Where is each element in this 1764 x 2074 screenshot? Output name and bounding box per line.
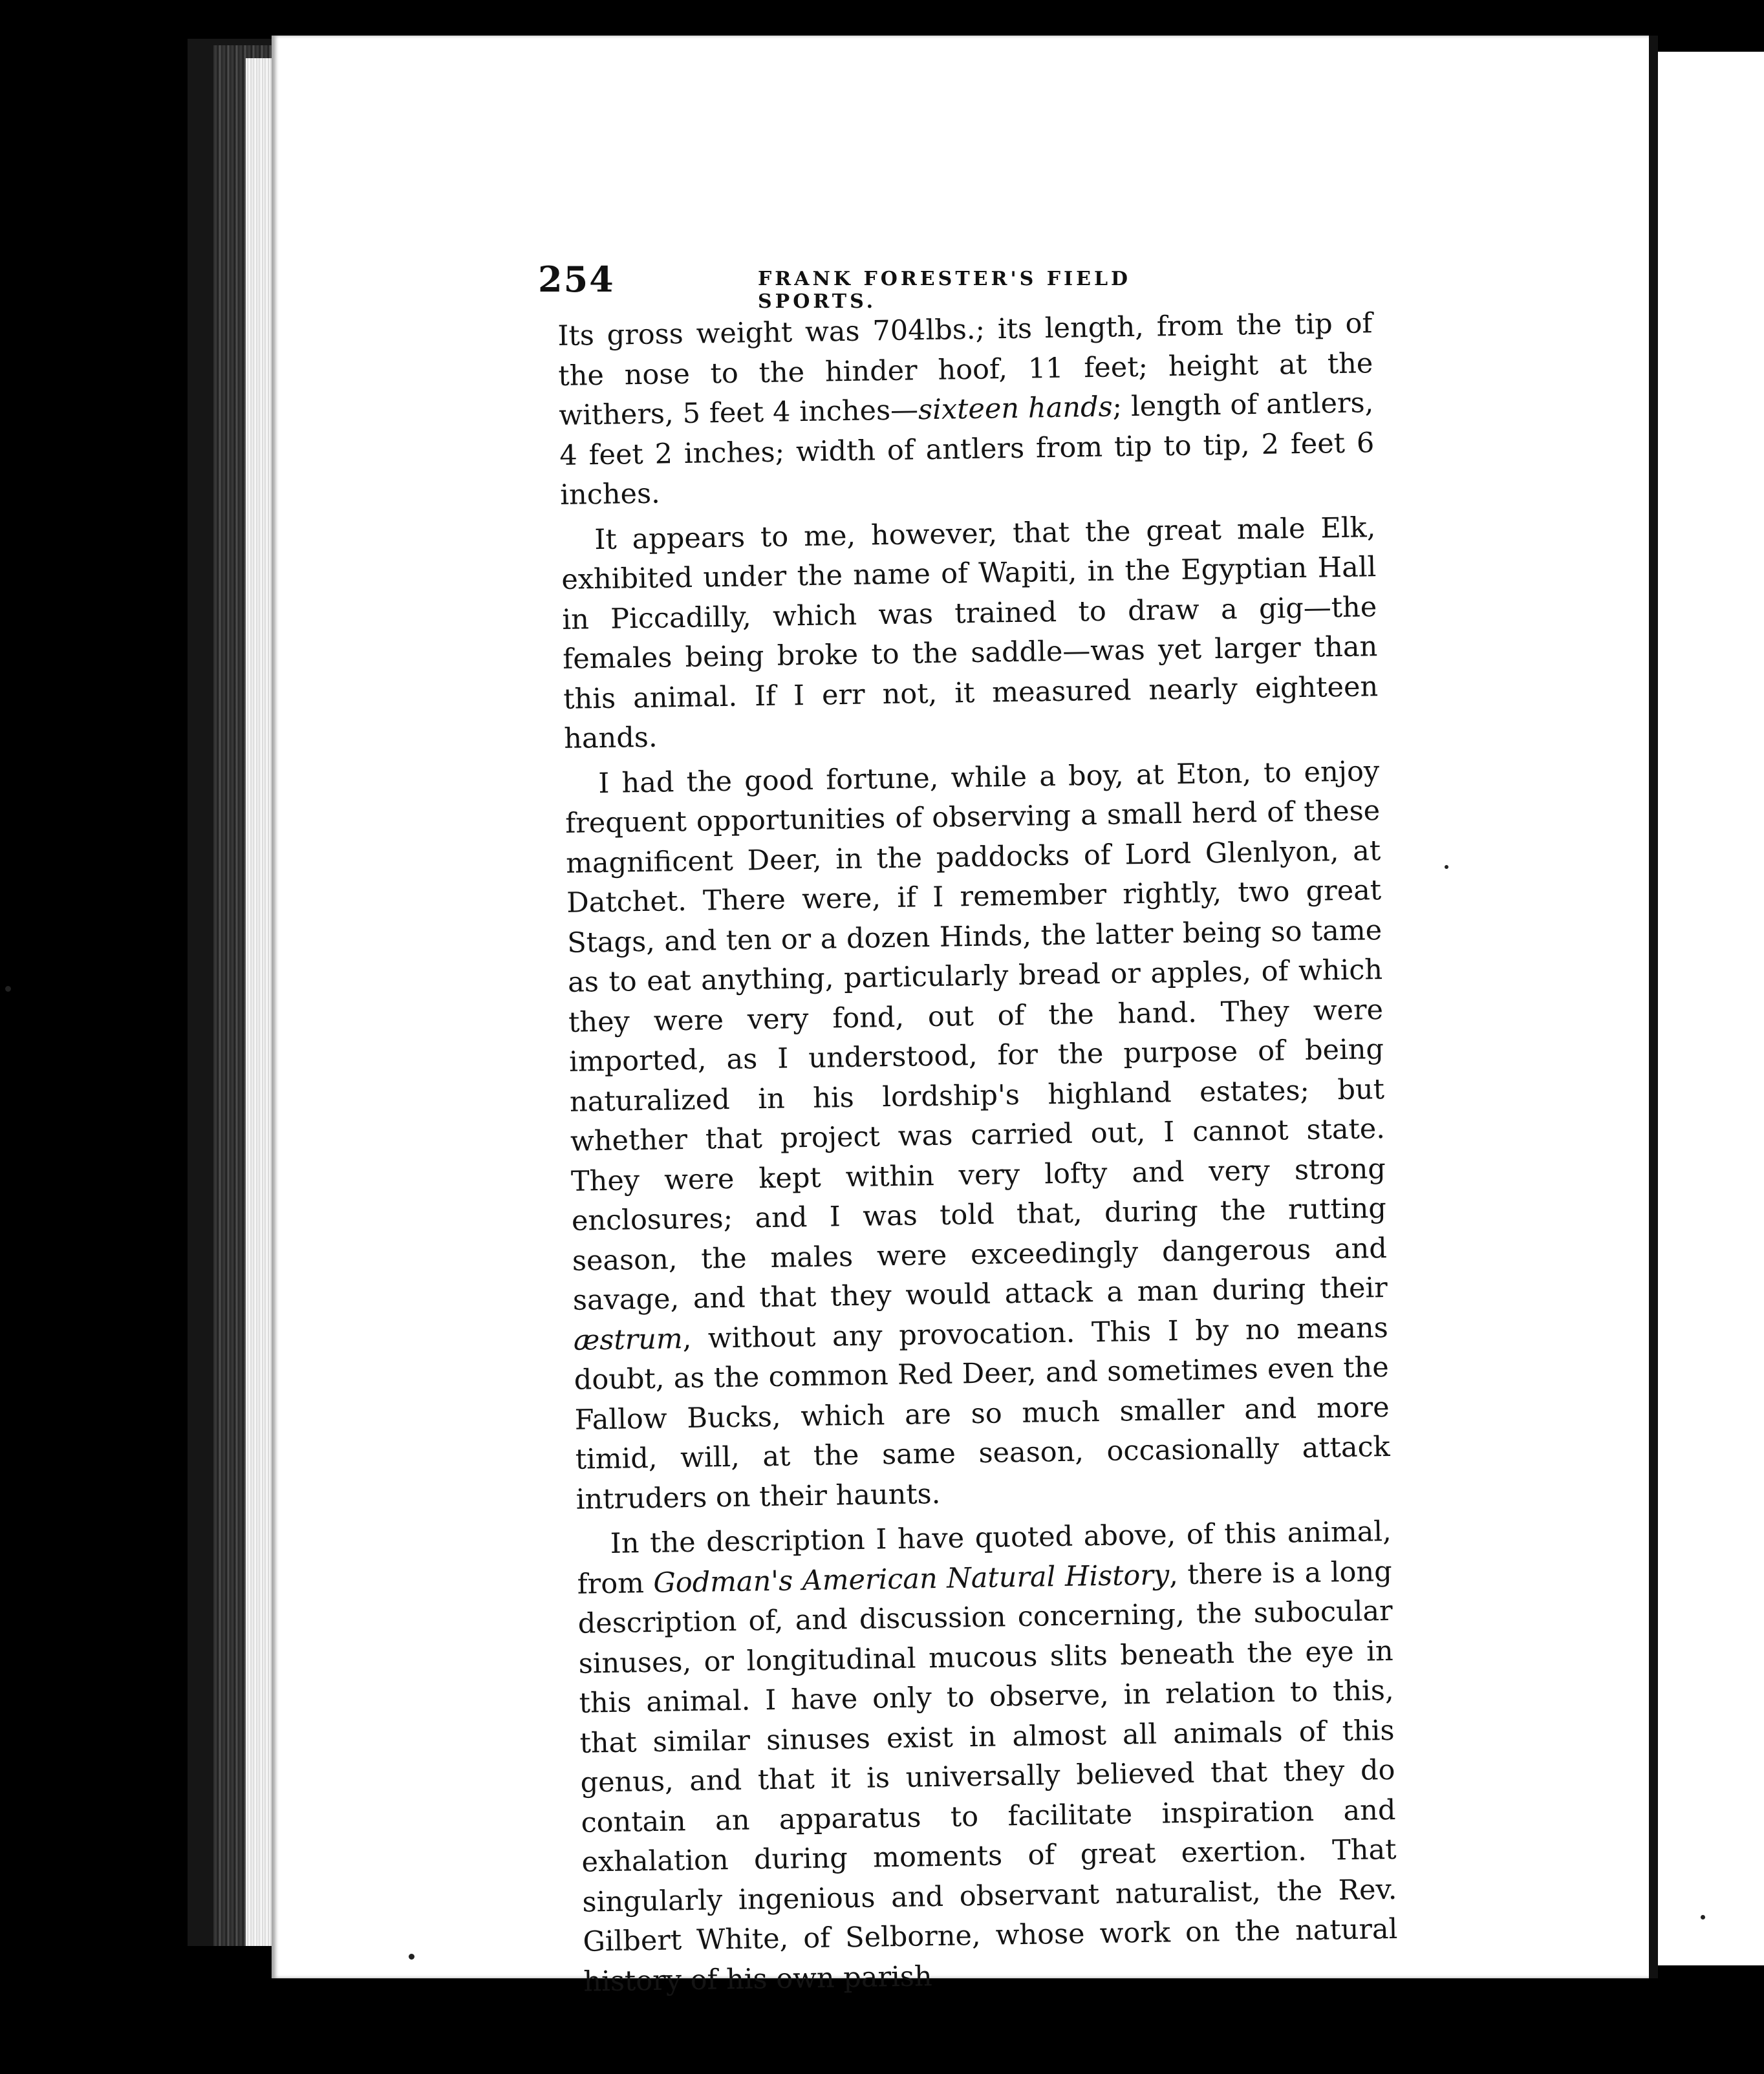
scan-speck <box>1701 1915 1705 1919</box>
paragraph <box>576 1512 1398 2002</box>
paragraph: It appears to me, however, that the great male Elk, exhibited under the name of Wapiti, in the Egyptian Hall in Piccadilly, which was trained to draw a gig—the females being broke to the saddle—was yet larger than this animal. If I err not, it measured nearly eighteen hands. <box>561 511 1379 755</box>
running-head: FRANK FORESTER'S FIELD SPORTS. <box>758 268 1132 313</box>
text-run: , there is a long description of, and discussion concerning, the subocular sinuses, or longitudinal mucous slits beneath the eye in this animal. I have only to observe, in relation to this, that similar sinuses exist in almost all animals of this genus, and that it is universally believed that they do contain an apparatus to facilitate inspiration and exhalation during moments of great exertion. That singularly ingenious and observant naturalist, the Rev. Gilbert White, of Selborne, whose work on the natural history of his own parish <box>577 1555 1398 1998</box>
text-run: In the description I have quoted above, of this animal, from <box>577 1515 1392 1601</box>
text-run: I had the good fortune, while a boy, at Eton, to enjoy frequent opportunities of observing a small herd of these magnificent Deer, in the paddocks of Lord Glenlyon, at Datchet. There were, if I remember rightly, two great Stags, and ten or a dozen Hinds, the latter being so tame as to eat anything, particularly bread or apples, of which they were very fond, out of the hand. They were imported, as I understood, for the purpose of being naturalized in his lordship's highland estates; but whether that project was carried out, I cannot state. They were kept within very lofty and very strong enclosures; and I was told that, during the rutting season, the males were exceedingly dangerous and savage, and that they would attack a man during their <box>565 754 1388 1317</box>
scan-speck <box>5 986 11 992</box>
text-run: , without any provocation. This I by no means doubt, as the common Red Deer, and sometimes even the Fallow Bucks, which are so much smaller and more timid, will, at the same season, occasionally attack intruders on their haunts. <box>574 1311 1391 1516</box>
italic-text: æstrum <box>573 1322 683 1357</box>
italic-text: Godman's American Natural History <box>653 1558 1170 1599</box>
paragraph <box>565 752 1391 1520</box>
italic-text: sixteen hands <box>918 390 1113 427</box>
scan-speck <box>1445 865 1448 869</box>
page-number: 254 <box>538 259 615 300</box>
paragraph <box>557 304 1375 515</box>
page-gutter <box>1649 36 1658 1978</box>
text-run: ; length of antlers, 4 feet 2 inches; width of antlers from tip to tip, 2 feet 6 inches. <box>559 387 1375 511</box>
body-text <box>557 304 1399 2002</box>
text-run: Its gross weight was 704lbs.; its length, from the tip of the nose to the hinder hoof, 11 feet; height at the withers, 5 feet 4 inches— <box>557 307 1373 432</box>
scan-speck <box>409 1954 414 1960</box>
facing-page-edge <box>1658 52 1764 1965</box>
page-header <box>538 259 1191 313</box>
